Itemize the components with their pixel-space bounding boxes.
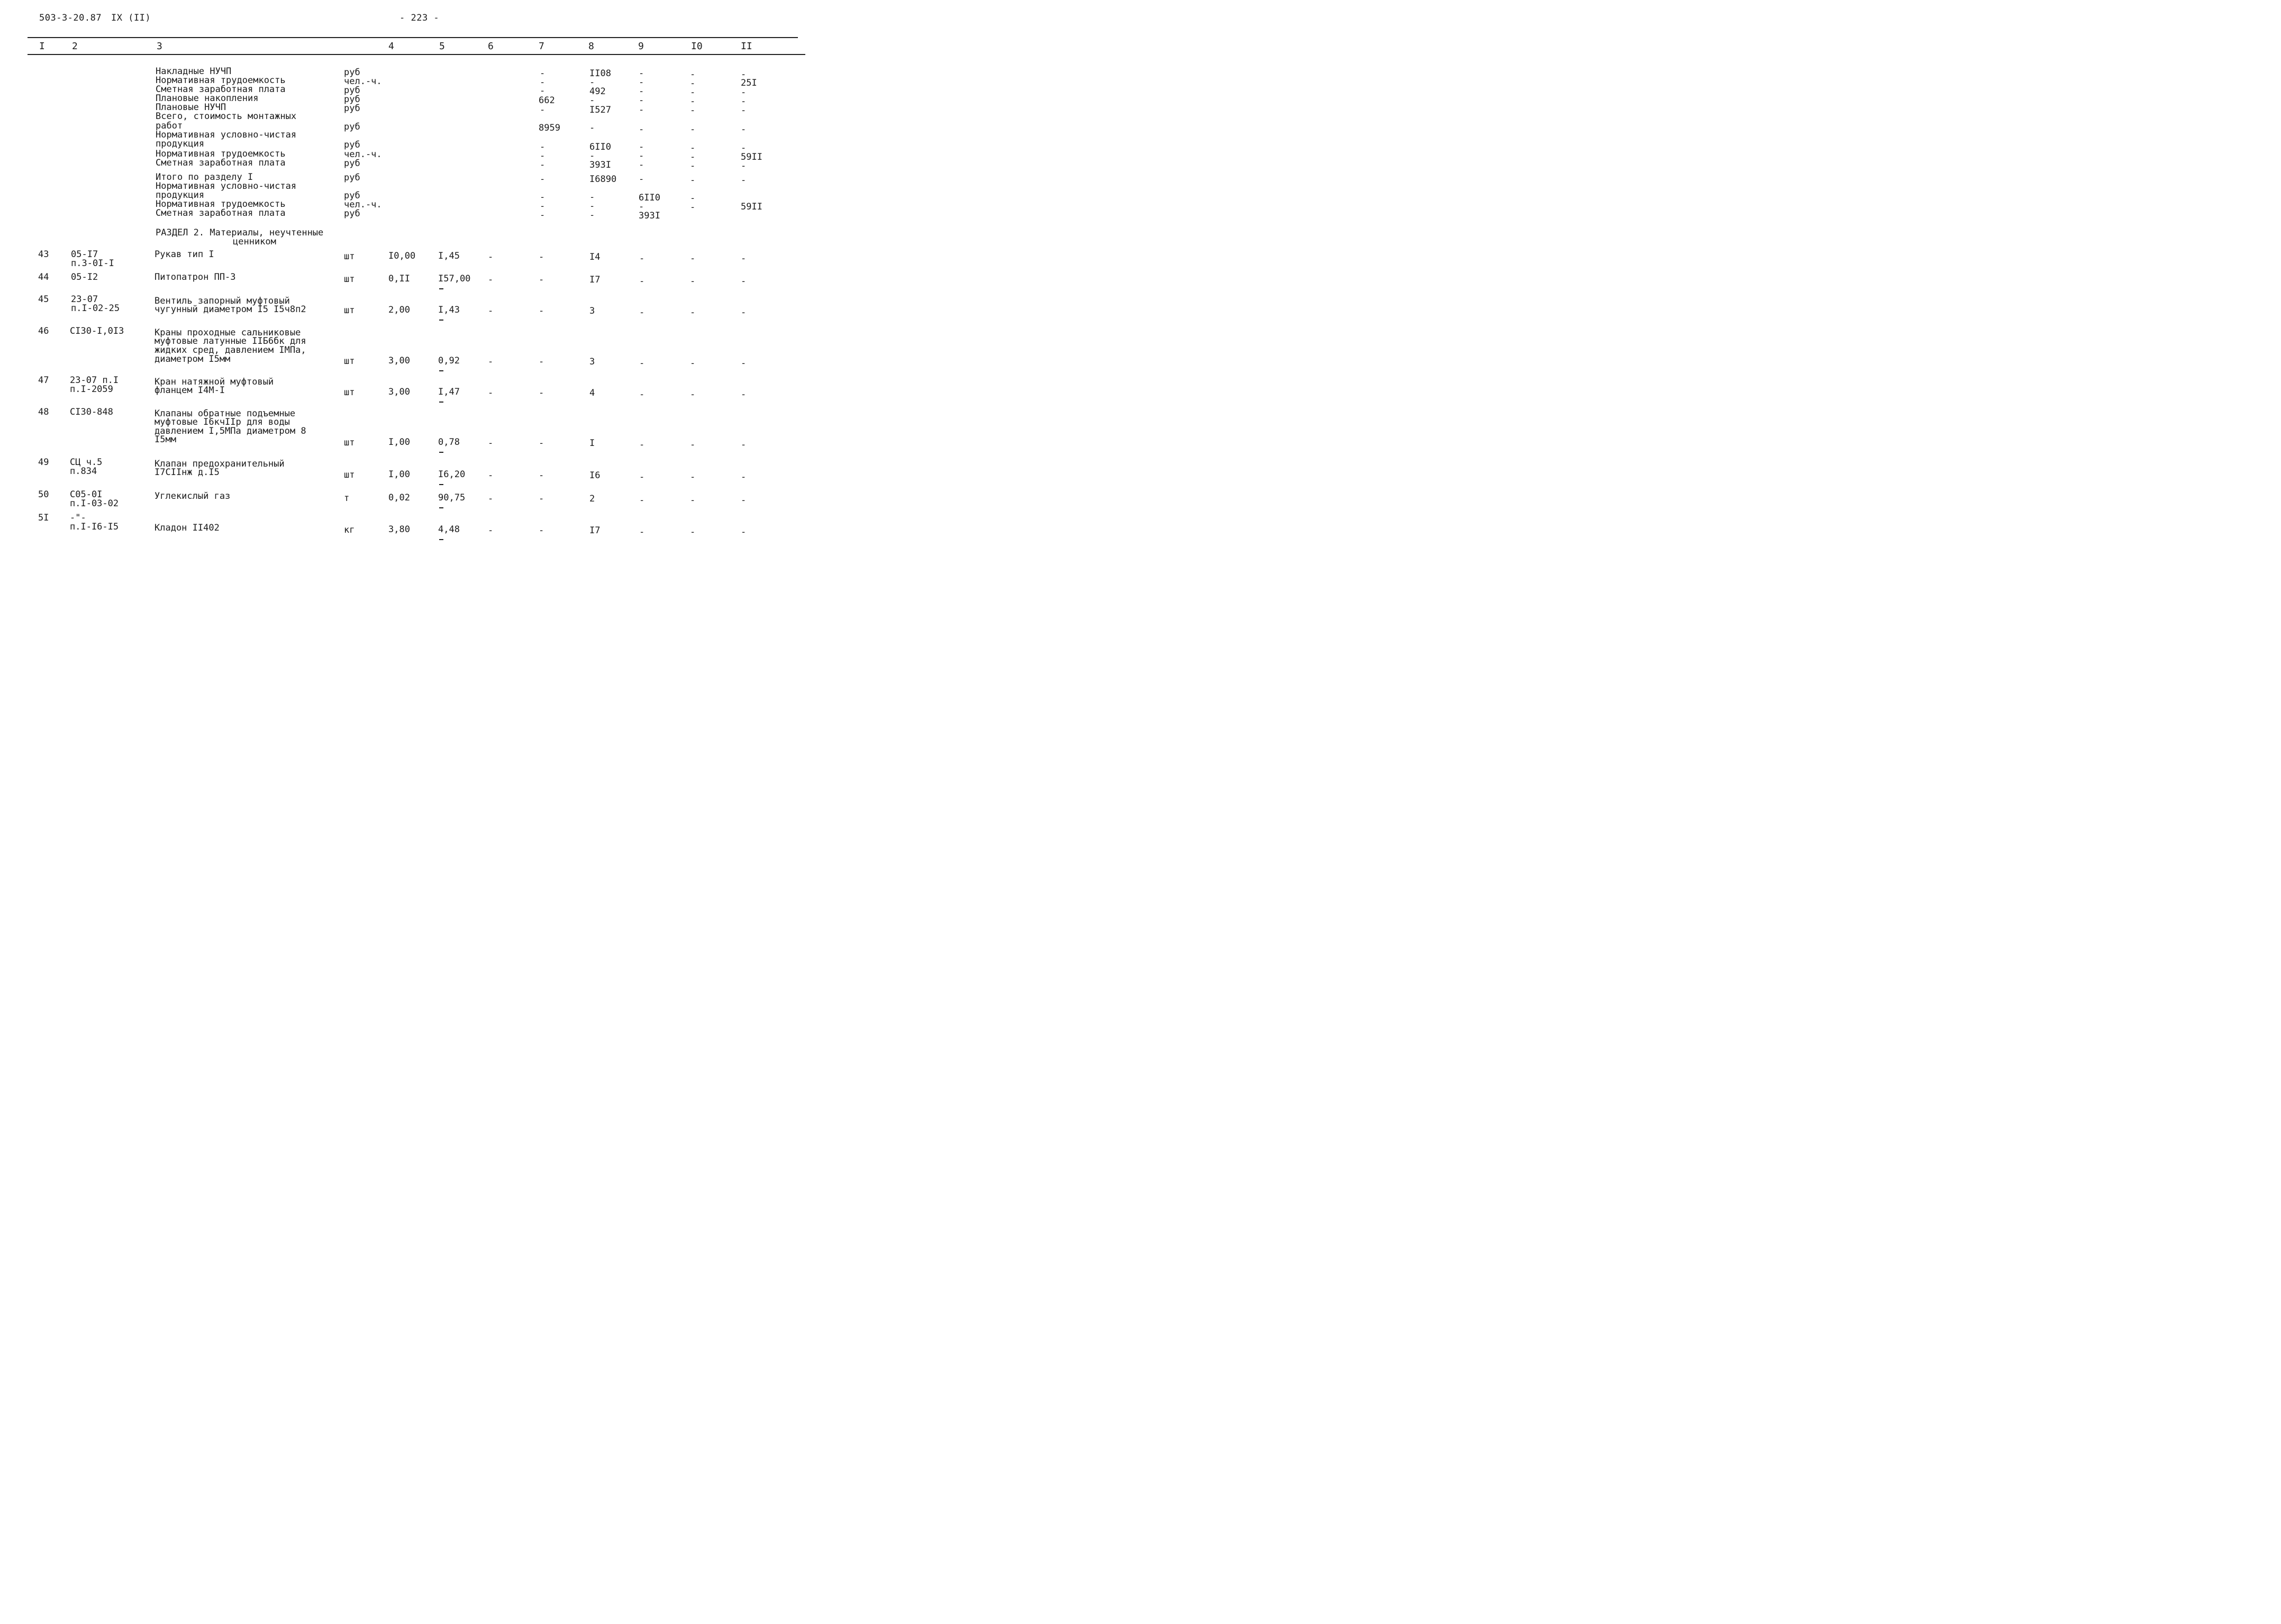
- summary-label: Нормативная условно-чистая: [156, 130, 297, 140]
- row-total: I6: [589, 470, 601, 481]
- dash: -: [741, 175, 747, 186]
- underline-mark: [439, 370, 443, 371]
- dash: -: [690, 527, 696, 537]
- summary-label: работ: [156, 121, 183, 131]
- dash: -: [690, 124, 696, 135]
- value-251: 25I: [741, 78, 757, 88]
- row-code: п.834: [70, 466, 97, 477]
- dash: -: [741, 495, 747, 506]
- row-name: Углекислый газ: [155, 491, 231, 501]
- row-name: I7СIIнж д.I5: [155, 467, 220, 478]
- value-16890: I6890: [589, 174, 617, 185]
- dash: -: [488, 252, 494, 262]
- row-code: CI30-I,0I3: [70, 326, 124, 336]
- unit: руб: [344, 172, 360, 183]
- dash: -: [741, 527, 747, 537]
- dash: -: [690, 175, 696, 186]
- dash: -: [539, 275, 544, 285]
- section-heading: РАЗДЕЛ 2. Материалы, неучтенные: [156, 227, 324, 238]
- summary-label: Всего, стоимость монтажных: [156, 111, 297, 122]
- row-qty: 0,II: [388, 273, 410, 284]
- value-8959: 8959: [539, 123, 560, 133]
- dash: -: [639, 495, 645, 506]
- dash: -: [690, 96, 696, 107]
- summary-label: Итого по разделу I: [156, 172, 253, 183]
- unit: руб: [344, 103, 360, 114]
- row-name: Краны проходные сальниковые: [155, 327, 301, 338]
- dash: -: [690, 143, 696, 153]
- summary-label: Нормативная трудоемкость: [156, 75, 286, 86]
- dash: -: [488, 357, 494, 367]
- dash: -: [589, 151, 595, 161]
- dash: -: [539, 438, 544, 449]
- dash: -: [540, 86, 546, 96]
- row-qty: I,00: [388, 437, 410, 448]
- dash: -: [639, 105, 644, 115]
- row-total: I: [589, 438, 595, 449]
- row-number: 47: [38, 375, 49, 386]
- row-qty: 2,00: [388, 305, 410, 315]
- dash: -: [741, 124, 747, 135]
- row-name: Кран натяжной муфтовый: [155, 377, 274, 387]
- dash: -: [639, 86, 644, 97]
- dash: -: [539, 525, 544, 536]
- value-5911-b: 59II: [741, 202, 762, 212]
- row-total: I4: [589, 252, 601, 262]
- dash: -: [488, 525, 494, 536]
- col-header-4: 4: [388, 41, 394, 52]
- dash: -: [539, 306, 544, 316]
- summary-label: Нормативная трудоемкость: [156, 149, 286, 159]
- row-qty: 0,02: [388, 492, 410, 503]
- col-header-3: 3: [157, 41, 162, 52]
- value-492: 492: [589, 86, 606, 97]
- sheet-number: IX (II): [111, 13, 151, 23]
- unit: руб: [344, 67, 360, 78]
- dash: -: [540, 68, 546, 79]
- row-code: 23-07 п.I: [70, 375, 119, 386]
- summary-label: Плановые НУЧП: [156, 102, 226, 113]
- row-name: Клапаны обратные подъемные: [155, 408, 296, 419]
- dash: -: [639, 124, 644, 135]
- row-price: 90,75: [438, 492, 466, 503]
- row-code: C05-0I: [70, 489, 103, 500]
- row-name: Клапан предохранительный: [155, 459, 285, 469]
- row-price: 4,48: [438, 524, 460, 535]
- dash: -: [639, 77, 644, 88]
- row-name: диаметром I5мм: [155, 354, 231, 364]
- dash: -: [690, 69, 696, 80]
- underline-mark: [439, 288, 443, 289]
- value-3931-b: 393I: [639, 211, 660, 221]
- dash: -: [639, 253, 645, 264]
- row-qty: 3,00: [388, 355, 410, 366]
- dash: -: [741, 389, 747, 400]
- col-header-10: I0: [691, 41, 703, 52]
- dash: -: [690, 87, 696, 98]
- dash: -: [639, 440, 645, 450]
- row-code: 05-I7: [71, 249, 98, 260]
- row-total: 3: [589, 306, 595, 316]
- dash: -: [690, 276, 696, 287]
- row-total: 4: [589, 388, 595, 398]
- dash: -: [690, 358, 696, 369]
- underline-mark: [439, 320, 443, 321]
- dash: -: [639, 307, 645, 318]
- dash: -: [540, 151, 546, 161]
- dash: -: [690, 202, 696, 213]
- row-total: 2: [589, 494, 595, 504]
- row-unit: шт: [344, 274, 355, 285]
- dash: -: [589, 123, 595, 133]
- row-price: I,45: [438, 251, 460, 261]
- row-number: 50: [38, 489, 49, 500]
- dash: -: [639, 358, 645, 369]
- dash: -: [690, 495, 696, 506]
- col-header-1: I: [39, 41, 45, 52]
- unit: руб: [344, 85, 360, 96]
- row-code: СЦ ч.5: [70, 457, 103, 468]
- unit: руб: [344, 140, 360, 150]
- row-number: 5I: [38, 513, 49, 523]
- value-662: 662: [539, 95, 555, 106]
- value-6110-b: 6II0: [639, 193, 660, 203]
- page-number: - 223 -: [399, 13, 440, 23]
- row-number: 43: [38, 249, 49, 260]
- row-code: п.I-2059: [70, 384, 113, 395]
- unit: руб: [344, 158, 360, 169]
- dash: -: [639, 68, 644, 79]
- row-name: жидких сред, давлением IМПа,: [155, 345, 306, 355]
- dash: -: [539, 357, 544, 367]
- dash: -: [741, 87, 747, 98]
- dash: -: [540, 105, 546, 115]
- row-code: 05-I2: [71, 272, 98, 282]
- dash: -: [639, 389, 645, 400]
- row-unit: т: [344, 493, 350, 504]
- dash: -: [540, 201, 546, 212]
- dash: -: [589, 77, 595, 88]
- dash: -: [639, 276, 645, 287]
- row-total: I7: [589, 275, 601, 285]
- dash: -: [639, 527, 645, 537]
- unit: руб: [344, 190, 360, 201]
- dash: -: [741, 105, 747, 116]
- row-name: муфтовые латунные IIБ6бк для: [155, 336, 306, 346]
- underline-mark: [439, 402, 443, 403]
- dash: -: [639, 160, 644, 170]
- summary-label: Нормативная условно-чистая: [156, 181, 297, 191]
- unit: руб: [344, 122, 360, 132]
- dash: -: [488, 275, 494, 285]
- dash: -: [539, 494, 544, 504]
- dash: -: [639, 472, 645, 482]
- unit: чел.-ч.: [344, 76, 382, 87]
- underline-mark: [439, 484, 443, 485]
- underline-mark: [439, 452, 443, 453]
- row-number: 45: [38, 294, 49, 305]
- row-price: I,43: [438, 305, 460, 315]
- dash: -: [488, 494, 494, 504]
- row-unit: шт: [344, 470, 355, 480]
- row-name: фланцем I4М-I: [155, 385, 225, 396]
- dash: -: [540, 77, 546, 88]
- unit: чел.-ч.: [344, 149, 382, 160]
- col-header-6: 6: [488, 41, 494, 52]
- summary-label: Нормативная трудоемкость: [156, 199, 286, 209]
- document-page: [0, 0, 819, 578]
- row-qty: I,00: [388, 469, 410, 480]
- row-name: Вентиль запорный муфтовый: [155, 296, 290, 306]
- dash: -: [540, 142, 546, 152]
- row-name: I5мм: [155, 434, 176, 445]
- row-number: 49: [38, 457, 49, 468]
- row-price: I6,20: [438, 469, 466, 480]
- row-name: чугунный диаметром I5 I5ч8п2: [155, 304, 306, 315]
- dash: -: [589, 210, 595, 221]
- summary-label: Сметная заработная плата: [156, 84, 286, 95]
- row-name: муфтовые I6кчIIр для воды: [155, 417, 290, 427]
- row-qty: I0,00: [388, 251, 416, 261]
- dash: -: [690, 78, 696, 89]
- row-unit: шт: [344, 251, 355, 262]
- section-heading-line2: ценником: [233, 236, 276, 247]
- row-name: Питопатрон ПП-3: [155, 272, 236, 282]
- summary-label: Накладные НУЧП: [156, 66, 232, 77]
- dash: -: [589, 192, 595, 203]
- dash: -: [539, 252, 544, 262]
- header-rule-top: [28, 37, 798, 38]
- dash: -: [741, 358, 747, 369]
- dash: -: [741, 253, 747, 264]
- unit: чел.-ч.: [344, 199, 382, 210]
- dash: -: [589, 201, 595, 212]
- value-3931: 393I: [589, 160, 611, 170]
- row-code: п.I-03-02: [70, 498, 119, 509]
- dash: -: [589, 95, 595, 106]
- dash: -: [741, 276, 747, 287]
- summary-label: Плановые накопления: [156, 93, 259, 104]
- row-total: 3: [589, 357, 595, 367]
- summary-label: продукция: [156, 190, 205, 200]
- dash: -: [690, 161, 696, 171]
- value-6110: 6II0: [589, 142, 611, 152]
- dash: -: [488, 470, 494, 481]
- dash: -: [639, 202, 644, 212]
- row-qty: 3,00: [388, 387, 410, 397]
- unit: руб: [344, 94, 360, 105]
- row-code: 23-07: [71, 294, 98, 305]
- row-price: 0,78: [438, 437, 460, 448]
- dash: -: [488, 438, 494, 449]
- col-header-2: 2: [72, 41, 78, 52]
- dash: -: [741, 161, 747, 171]
- row-name: Кладон II402: [155, 523, 220, 533]
- dash: -: [540, 160, 546, 170]
- dash: -: [539, 388, 544, 398]
- dash: -: [540, 174, 546, 185]
- summary-label: Сметная заработная плата: [156, 158, 286, 168]
- summary-label: Сметная заработная плата: [156, 208, 286, 218]
- row-number: 44: [38, 272, 49, 282]
- row-unit: кг: [344, 525, 355, 535]
- col-header-5: 5: [439, 41, 445, 52]
- dash: -: [690, 472, 696, 482]
- dash: -: [741, 96, 747, 107]
- col-header-8: 8: [588, 41, 594, 52]
- row-total: I7: [589, 525, 601, 536]
- dash: -: [639, 174, 644, 185]
- col-header-9: 9: [638, 41, 644, 52]
- row-price: I,47: [438, 387, 460, 397]
- row-name: Рукав тип I: [155, 249, 214, 260]
- row-number: 46: [38, 326, 49, 336]
- row-unit: шт: [344, 387, 355, 398]
- row-code: -"-: [70, 513, 86, 523]
- dash: -: [540, 192, 546, 203]
- underline-mark: [439, 507, 443, 508]
- row-code: п.3-0I-I: [71, 258, 114, 269]
- row-code: CI30-848: [70, 407, 113, 417]
- dash: -: [690, 152, 696, 162]
- row-unit: шт: [344, 305, 355, 316]
- dash: -: [741, 143, 747, 153]
- doc-code: 503-3-20.87: [39, 13, 102, 23]
- dash: -: [639, 151, 644, 161]
- dash: -: [741, 69, 747, 80]
- dash: -: [690, 307, 696, 318]
- col-header-11: II: [741, 41, 752, 52]
- col-header-7: 7: [539, 41, 544, 52]
- row-price: 0,92: [438, 355, 460, 366]
- dash: -: [488, 306, 494, 316]
- dash: -: [690, 389, 696, 400]
- dash: -: [539, 470, 544, 481]
- dash: -: [741, 472, 747, 482]
- unit: руб: [344, 208, 360, 219]
- dash: -: [488, 388, 494, 398]
- header-rule-bottom: [28, 54, 805, 55]
- row-unit: шт: [344, 356, 355, 367]
- row-price: I57,00: [438, 273, 471, 284]
- dash: -: [741, 307, 747, 318]
- value-1108: II08: [589, 68, 611, 79]
- dash: -: [690, 105, 696, 116]
- summary-label: продукция: [156, 139, 205, 149]
- row-code: п.I-02-25: [71, 303, 120, 314]
- value-1527: I527: [589, 105, 611, 115]
- dash: -: [639, 95, 644, 106]
- underline-mark: [439, 539, 443, 540]
- row-qty: 3,80: [388, 524, 410, 535]
- row-unit: шт: [344, 437, 355, 448]
- value-5911: 59II: [741, 152, 762, 162]
- dash: -: [690, 193, 696, 204]
- dash: -: [690, 440, 696, 450]
- row-code: п.I-I6-I5: [70, 522, 119, 532]
- dash: -: [741, 440, 747, 450]
- dash: -: [540, 210, 546, 221]
- dash: -: [639, 142, 644, 152]
- row-name: давлением I,5МПа диаметром 8: [155, 426, 306, 436]
- dash: -: [690, 253, 696, 264]
- row-number: 48: [38, 407, 49, 417]
